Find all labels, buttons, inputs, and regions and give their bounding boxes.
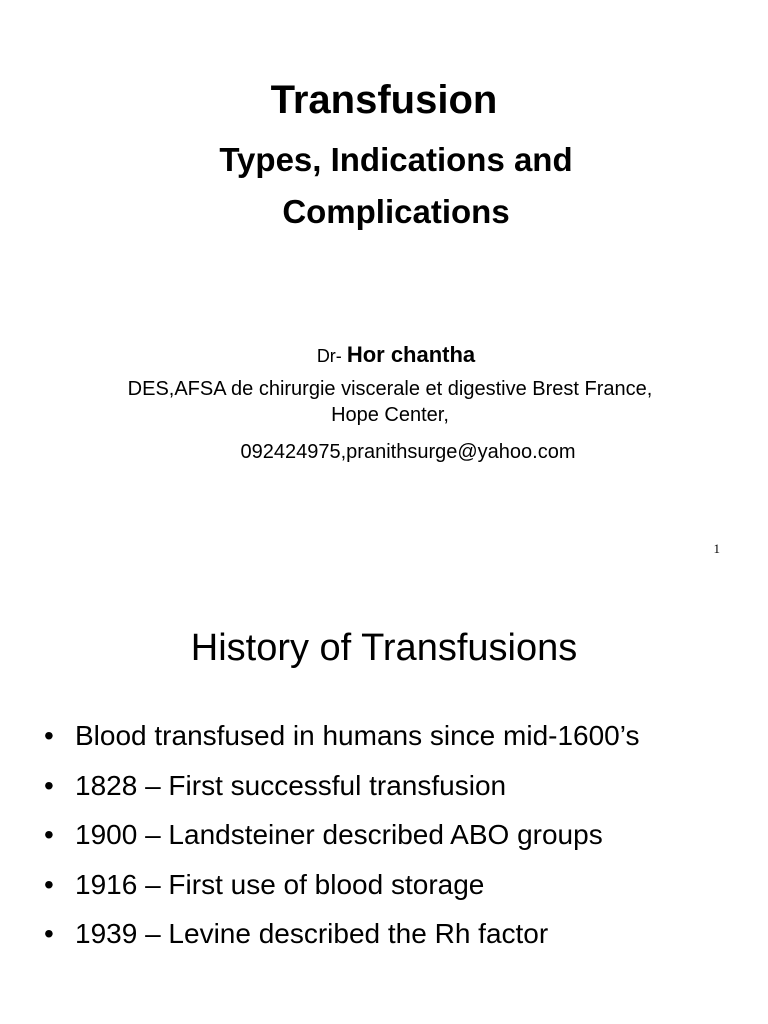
slide-subtitle [0,134,768,238]
list-item [0,761,768,811]
author-prefix: Dr- [316,346,347,366]
bullet-list [0,711,768,959]
bullet-icon: • [44,819,54,850]
page-number: 1 [713,541,720,556]
list-item [0,909,768,959]
history-slide [0,565,768,1024]
bullet-icon: • [44,720,54,751]
slide-heading: History of Transfusions [190,627,578,669]
bullet-icon: • [44,918,54,949]
subtitle-line-2: Complications [282,193,510,230]
author-contact: 092424975,pranithsurge@yahoo.com [240,441,576,463]
credentials-line-2: Hope Center, [331,404,449,426]
list-item [0,810,768,860]
list-item [0,860,768,910]
list-item-text: 1939 – Levine described the Rh factor [75,918,549,949]
slide-title: Transfusion [270,78,498,122]
subtitle-line-1: Types, Indications and [219,141,573,178]
list-item [0,711,768,761]
list-item-text: 1916 – First use of blood storage [75,868,485,900]
list-item-text: Blood transfused in humans since mid-1600’s [75,720,640,751]
author-line [0,340,768,373]
bullet-icon: • [44,868,54,900]
list-item-text: 1900 – Landsteiner described ABO groups [75,819,603,850]
bullet-icon: • [44,769,54,801]
list-item-text: 1828 – First successful transfusion [75,769,507,801]
author-credentials [0,376,768,428]
credentials-line-1: DES,AFSA de chirurgie viscerale et digestive Brest France, [127,378,653,400]
author-name: Hor chantha [346,342,476,367]
